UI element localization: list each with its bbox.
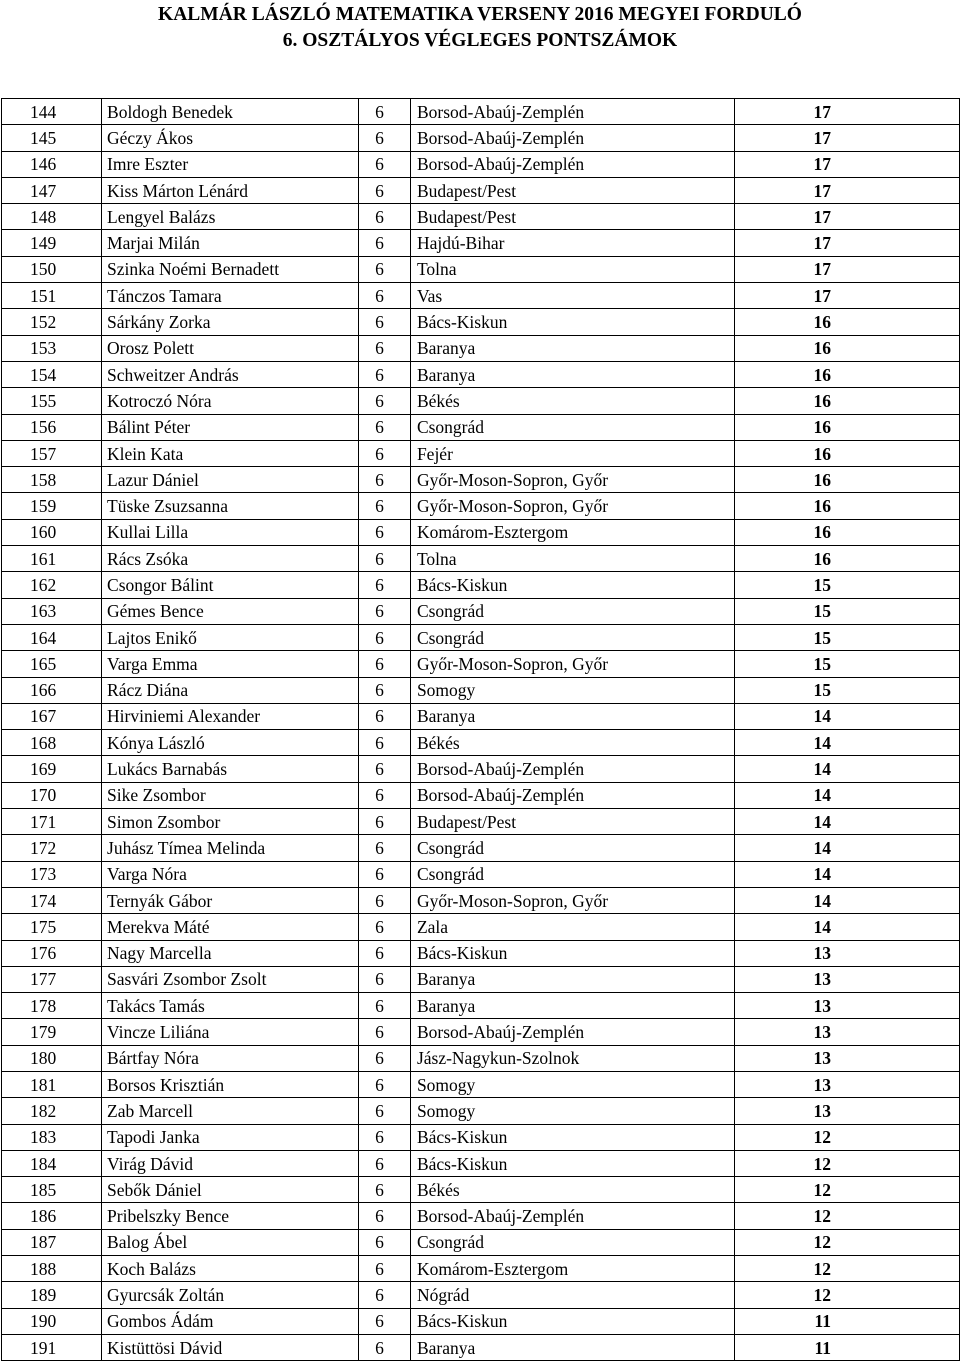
county-cell: Győr-Moson-Sopron, Győr [410,651,734,677]
county-cell: Bács-Kiskun [410,572,734,598]
county-cell: Csongrád [410,861,734,887]
student-name-cell: Orosz Polett [102,335,359,361]
rank-cell: 155 [2,388,102,414]
grade-cell: 6 [359,887,411,913]
grade-cell: 6 [359,1334,411,1360]
grade-cell: 6 [359,677,411,703]
score-cell: 12 [734,1203,959,1229]
score-cell: 12 [734,1229,959,1255]
score-cell: 16 [734,440,959,466]
grade-cell: 6 [359,1203,411,1229]
rank-cell: 175 [2,914,102,940]
table-row [2,1308,960,1334]
table-row [2,730,960,756]
county-cell: Vas [410,283,734,309]
results-table-body [2,99,960,1361]
rank-cell: 190 [2,1308,102,1334]
table-row [2,388,960,414]
table-row [2,151,960,177]
table-row [2,361,960,387]
student-name-cell: Vincze Liliána [102,1019,359,1045]
rank-cell: 181 [2,1071,102,1097]
grade-cell: 6 [359,519,411,545]
rank-cell: 168 [2,730,102,756]
county-cell: Budapest/Pest [410,809,734,835]
table-row [2,414,960,440]
county-cell: Borsod-Abaúj-Zemplén [410,756,734,782]
score-cell: 13 [734,940,959,966]
table-row [2,467,960,493]
score-cell: 16 [734,493,959,519]
document-subtitle: 6. OSZTÁLYOS VÉGLEGES PONTSZÁMOK [282,30,678,51]
score-cell: 13 [734,966,959,992]
grade-cell: 6 [359,703,411,729]
student-name-cell: Klein Kata [102,440,359,466]
county-cell: Komárom-Esztergom [410,519,734,545]
county-cell: Győr-Moson-Sopron, Győr [410,493,734,519]
student-name-cell: Schweitzer András [102,361,359,387]
grade-cell: 6 [359,256,411,282]
table-row [2,809,960,835]
table-row [2,1256,960,1282]
student-name-cell: Nagy Marcella [102,940,359,966]
score-cell: 16 [734,309,959,335]
score-cell: 14 [734,782,959,808]
table-row [2,572,960,598]
grade-cell: 6 [359,414,411,440]
student-name-cell: Csongor Bálint [102,572,359,598]
grade-cell: 6 [359,493,411,519]
student-name-cell: Merekva Máté [102,914,359,940]
student-name-cell: Juhász Tímea Melinda [102,835,359,861]
student-name-cell: Ternyák Gábor [102,887,359,913]
grade-cell: 6 [359,388,411,414]
rank-cell: 180 [2,1045,102,1071]
table-row [2,1124,960,1150]
student-name-cell: Koch Balázs [102,1256,359,1282]
student-name-cell: Hirviniemi Alexander [102,703,359,729]
grade-cell: 6 [359,1256,411,1282]
student-name-cell: Szinka Noémi Bernadett [102,256,359,282]
student-name-cell: Simon Zsombor [102,809,359,835]
student-name-cell: Tüske Zsuzsanna [102,493,359,519]
county-cell: Békés [410,730,734,756]
rank-cell: 189 [2,1282,102,1308]
score-cell: 12 [734,1177,959,1203]
score-cell: 13 [734,1019,959,1045]
county-cell: Hajdú-Bihar [410,230,734,256]
score-cell: 17 [734,204,959,230]
county-cell: Győr-Moson-Sopron, Győr [410,467,734,493]
grade-cell: 6 [359,283,411,309]
score-cell: 14 [734,809,959,835]
rank-cell: 162 [2,572,102,598]
score-cell: 15 [734,651,959,677]
score-cell: 17 [734,151,959,177]
score-cell: 17 [734,177,959,203]
student-name-cell: Tapodi Janka [102,1124,359,1150]
table-row [2,1334,960,1360]
rank-cell: 176 [2,940,102,966]
rank-cell: 171 [2,809,102,835]
grade-cell: 6 [359,546,411,572]
rank-cell: 161 [2,546,102,572]
table-row [2,651,960,677]
rank-cell: 164 [2,624,102,650]
county-cell: Baranya [410,703,734,729]
student-name-cell: Rácz Diána [102,677,359,703]
grade-cell: 6 [359,361,411,387]
table-row [2,677,960,703]
score-cell: 14 [734,703,959,729]
rank-cell: 174 [2,887,102,913]
student-name-cell: Sike Zsombor [102,782,359,808]
table-row [2,519,960,545]
county-cell: Baranya [410,966,734,992]
score-cell: 14 [734,835,959,861]
score-cell: 12 [734,1282,959,1308]
table-row [2,1150,960,1176]
table-row [2,993,960,1019]
student-name-cell: Lukács Barnabás [102,756,359,782]
table-row [2,283,960,309]
county-cell: Zala [410,914,734,940]
grade-cell: 6 [359,756,411,782]
student-name-cell: Varga Nóra [102,861,359,887]
student-name-cell: Rács Zsóka [102,546,359,572]
county-cell: Csongrád [410,1229,734,1255]
score-cell: 16 [734,335,959,361]
rank-cell: 163 [2,598,102,624]
rank-cell: 179 [2,1019,102,1045]
student-name-cell: Balog Ábel [102,1229,359,1255]
grade-cell: 6 [359,598,411,624]
county-cell: Békés [410,1177,734,1203]
county-cell: Borsod-Abaúj-Zemplén [410,782,734,808]
grade-cell: 6 [359,966,411,992]
score-cell: 16 [734,361,959,387]
results-table [1,98,960,1361]
county-cell: Baranya [410,1334,734,1360]
document-title: KALMÁR LÁSZLÓ MATEMATIKA VERSENY 2016 MEGYEI FORDULÓ [158,4,802,25]
student-name-cell: Lazur Dániel [102,467,359,493]
score-cell: 11 [734,1334,959,1360]
grade-cell: 6 [359,99,411,125]
rank-cell: 169 [2,756,102,782]
table-row [2,309,960,335]
rank-cell: 154 [2,361,102,387]
student-name-cell: Boldogh Benedek [102,99,359,125]
grade-cell: 6 [359,177,411,203]
rank-cell: 191 [2,1334,102,1360]
grade-cell: 6 [359,651,411,677]
rank-cell: 185 [2,1177,102,1203]
grade-cell: 6 [359,1177,411,1203]
grade-cell: 6 [359,1150,411,1176]
score-cell: 12 [734,1256,959,1282]
grade-cell: 6 [359,782,411,808]
table-row [2,546,960,572]
county-cell: Bács-Kiskun [410,1308,734,1334]
grade-cell: 6 [359,1229,411,1255]
student-name-cell: Kotroczó Nóra [102,388,359,414]
student-name-cell: Borsos Krisztián [102,1071,359,1097]
score-cell: 14 [734,914,959,940]
county-cell: Budapest/Pest [410,204,734,230]
score-cell: 14 [734,861,959,887]
student-name-cell: Zab Marcell [102,1098,359,1124]
rank-cell: 148 [2,204,102,230]
grade-cell: 6 [359,993,411,1019]
county-cell: Somogy [410,1098,734,1124]
county-cell: Csongrád [410,624,734,650]
table-row [2,1177,960,1203]
student-name-cell: Varga Emma [102,651,359,677]
student-name-cell: Sasvári Zsombor Zsolt [102,966,359,992]
county-cell: Bács-Kiskun [410,940,734,966]
county-cell: Győr-Moson-Sopron, Győr [410,887,734,913]
grade-cell: 6 [359,1098,411,1124]
county-cell: Somogy [410,1071,734,1097]
score-cell: 15 [734,677,959,703]
table-row [2,887,960,913]
grade-cell: 6 [359,151,411,177]
score-cell: 17 [734,230,959,256]
student-name-cell: Marjai Milán [102,230,359,256]
grade-cell: 6 [359,1282,411,1308]
rank-cell: 186 [2,1203,102,1229]
county-cell: Tolna [410,546,734,572]
student-name-cell: Géczy Ákos [102,125,359,151]
grade-cell: 6 [359,230,411,256]
grade-cell: 6 [359,1308,411,1334]
score-cell: 16 [734,414,959,440]
rank-cell: 149 [2,230,102,256]
county-cell: Bács-Kiskun [410,309,734,335]
table-row [2,756,960,782]
rank-cell: 151 [2,283,102,309]
grade-cell: 6 [359,1071,411,1097]
table-row [2,861,960,887]
table-row [2,335,960,361]
county-cell: Baranya [410,361,734,387]
table-row [2,256,960,282]
county-cell: Fejér [410,440,734,466]
table-row [2,782,960,808]
grade-cell: 6 [359,809,411,835]
table-row [2,1229,960,1255]
county-cell: Baranya [410,335,734,361]
grade-cell: 6 [359,1045,411,1071]
county-cell: Borsod-Abaúj-Zemplén [410,125,734,151]
rank-cell: 177 [2,966,102,992]
grade-cell: 6 [359,914,411,940]
grade-cell: 6 [359,125,411,151]
rank-cell: 184 [2,1150,102,1176]
score-cell: 17 [734,256,959,282]
grade-cell: 6 [359,440,411,466]
table-row [2,1045,960,1071]
county-cell: Békés [410,388,734,414]
rank-cell: 152 [2,309,102,335]
score-cell: 14 [734,887,959,913]
score-cell: 15 [734,598,959,624]
student-name-cell: Takács Tamás [102,993,359,1019]
table-row [2,914,960,940]
table-row [2,1282,960,1308]
grade-cell: 6 [359,861,411,887]
table-row [2,440,960,466]
rank-cell: 159 [2,493,102,519]
score-cell: 16 [734,519,959,545]
score-cell: 15 [734,572,959,598]
rank-cell: 170 [2,782,102,808]
grade-cell: 6 [359,730,411,756]
student-name-cell: Bálint Péter [102,414,359,440]
score-cell: 14 [734,730,959,756]
rank-cell: 172 [2,835,102,861]
score-cell: 17 [734,99,959,125]
table-row [2,703,960,729]
score-cell: 17 [734,283,959,309]
table-row [2,493,960,519]
score-cell: 12 [734,1124,959,1150]
score-cell: 14 [734,756,959,782]
document-header [0,2,960,54]
student-name-cell: Lajtos Enikő [102,624,359,650]
table-row [2,125,960,151]
rank-cell: 156 [2,414,102,440]
county-cell: Borsod-Abaúj-Zemplén [410,1019,734,1045]
county-cell: Komárom-Esztergom [410,1256,734,1282]
table-row [2,624,960,650]
student-name-cell: Virág Dávid [102,1150,359,1176]
rank-cell: 160 [2,519,102,545]
county-cell: Budapest/Pest [410,177,734,203]
student-name-cell: Kullai Lilla [102,519,359,545]
rank-cell: 147 [2,177,102,203]
table-row [2,204,960,230]
rank-cell: 150 [2,256,102,282]
score-cell: 17 [734,125,959,151]
grade-cell: 6 [359,572,411,598]
grade-cell: 6 [359,467,411,493]
county-cell: Bács-Kiskun [410,1150,734,1176]
student-name-cell: Kónya László [102,730,359,756]
county-cell: Bács-Kiskun [410,1124,734,1150]
score-cell: 13 [734,1098,959,1124]
rank-cell: 165 [2,651,102,677]
county-cell: Nógrád [410,1282,734,1308]
table-row [2,835,960,861]
grade-cell: 6 [359,204,411,230]
score-cell: 13 [734,1045,959,1071]
student-name-cell: Gémes Bence [102,598,359,624]
grade-cell: 6 [359,309,411,335]
county-cell: Somogy [410,677,734,703]
student-name-cell: Pribelszky Bence [102,1203,359,1229]
rank-cell: 187 [2,1229,102,1255]
county-cell: Baranya [410,993,734,1019]
rank-cell: 157 [2,440,102,466]
student-name-cell: Sárkány Zorka [102,309,359,335]
rank-cell: 178 [2,993,102,1019]
table-row [2,1019,960,1045]
county-cell: Borsod-Abaúj-Zemplén [410,1203,734,1229]
score-cell: 16 [734,546,959,572]
student-name-cell: Kistüttösi Dávid [102,1334,359,1360]
table-row [2,1071,960,1097]
score-cell: 11 [734,1308,959,1334]
student-name-cell: Tánczos Tamara [102,283,359,309]
county-cell: Jász-Nagykun-Szolnok [410,1045,734,1071]
grade-cell: 6 [359,335,411,361]
score-cell: 13 [734,993,959,1019]
county-cell: Csongrád [410,598,734,624]
score-cell: 13 [734,1071,959,1097]
table-row [2,1098,960,1124]
student-name-cell: Imre Eszter [102,151,359,177]
student-name-cell: Lengyel Balázs [102,204,359,230]
grade-cell: 6 [359,1019,411,1045]
student-name-cell: Gyurcsák Zoltán [102,1282,359,1308]
table-row [2,940,960,966]
rank-cell: 153 [2,335,102,361]
table-row [2,598,960,624]
county-cell: Csongrád [410,414,734,440]
table-row [2,1203,960,1229]
table-row [2,966,960,992]
grade-cell: 6 [359,940,411,966]
rank-cell: 145 [2,125,102,151]
table-row [2,99,960,125]
grade-cell: 6 [359,624,411,650]
student-name-cell: Bártfay Nóra [102,1045,359,1071]
table-row [2,230,960,256]
rank-cell: 167 [2,703,102,729]
grade-cell: 6 [359,1124,411,1150]
table-row [2,177,960,203]
score-cell: 16 [734,388,959,414]
county-cell: Borsod-Abaúj-Zemplén [410,99,734,125]
student-name-cell: Gombos Ádám [102,1308,359,1334]
student-name-cell: Kiss Márton Lénárd [102,177,359,203]
rank-cell: 173 [2,861,102,887]
rank-cell: 166 [2,677,102,703]
rank-cell: 146 [2,151,102,177]
county-cell: Borsod-Abaúj-Zemplén [410,151,734,177]
county-cell: Csongrád [410,835,734,861]
rank-cell: 158 [2,467,102,493]
county-cell: Tolna [410,256,734,282]
rank-cell: 144 [2,99,102,125]
score-cell: 12 [734,1150,959,1176]
grade-cell: 6 [359,835,411,861]
student-name-cell: Sebők Dániel [102,1177,359,1203]
score-cell: 16 [734,467,959,493]
rank-cell: 188 [2,1256,102,1282]
score-cell: 15 [734,624,959,650]
rank-cell: 183 [2,1124,102,1150]
rank-cell: 182 [2,1098,102,1124]
